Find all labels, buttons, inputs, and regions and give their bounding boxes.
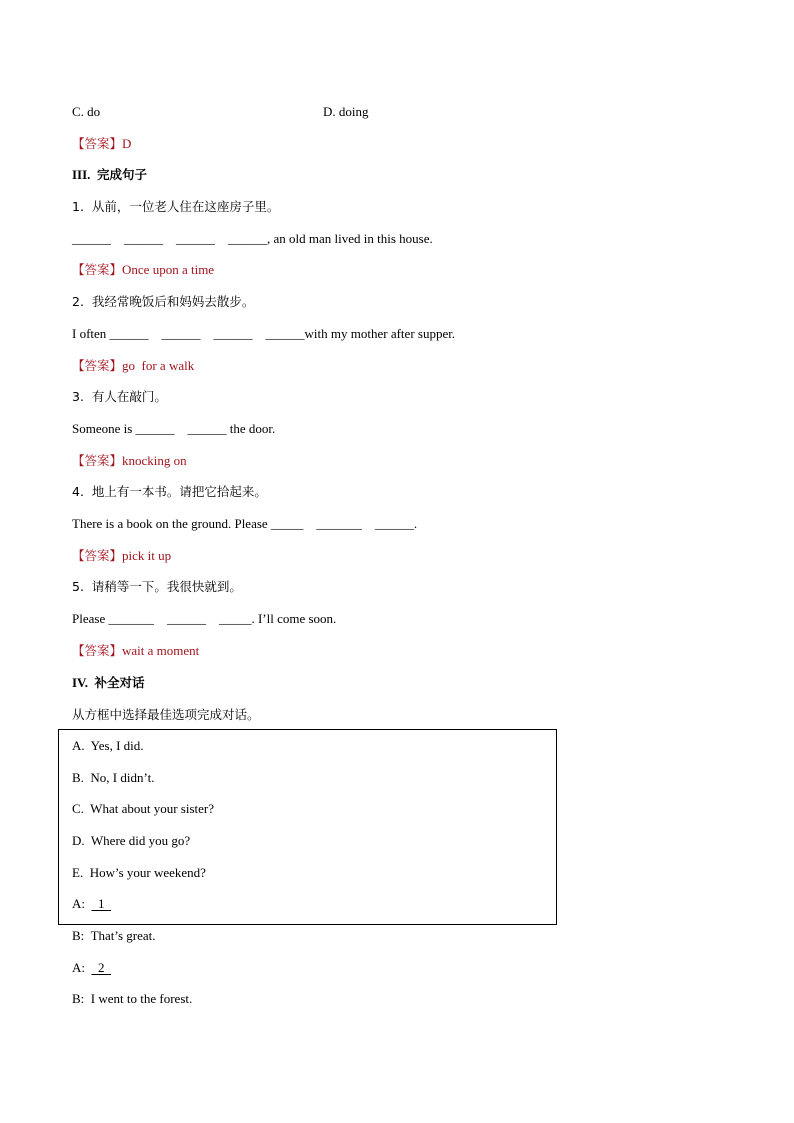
answer-text: D — [122, 136, 132, 151]
options-box — [58, 729, 557, 925]
blank-number: 1 — [98, 896, 105, 911]
answer-label: 【答案】 — [72, 136, 123, 151]
question-sentence: ______ ______ ______ ______, an old man lived in this house. — [72, 231, 433, 246]
answer-line — [72, 358, 194, 374]
answer-text: knocking on — [122, 453, 187, 468]
answer-label: 【答案】 — [72, 548, 123, 563]
option-item: E. How’s your weekend? — [72, 865, 206, 880]
section-title: 补全对话 — [94, 675, 145, 690]
section-heading — [72, 675, 145, 691]
option-item: D. Where did you go? — [72, 833, 191, 848]
section-numeral: IV. — [72, 675, 89, 690]
blank-number: 2 — [98, 960, 105, 975]
option-item: A. Yes, I did. — [72, 738, 144, 753]
question-prompt: 1. 从前，一位老人住在这座房子里。 — [72, 199, 280, 214]
question-sentence: I often ______ ______ ______ ______with my mother after supper. — [72, 326, 456, 341]
question-sentence: Please _______ ______ _____. I’ll come soon. — [72, 611, 337, 626]
option-item: B. No, I didn’t. — [72, 770, 155, 785]
section-instruction: 从方框中选择最佳选项完成对话。 — [72, 707, 260, 722]
dialogue-line — [72, 991, 192, 1007]
section-title: 完成句子 — [96, 167, 147, 182]
question-sentence: Someone is ______ ______ the door. — [72, 421, 276, 436]
question-prompt: 3. 有人在敲门。 — [72, 389, 167, 404]
speaker: B: — [72, 991, 85, 1006]
section-heading — [72, 167, 147, 183]
dialogue-text: I went to the forest. — [90, 991, 193, 1006]
dialogue-blank — [92, 896, 112, 912]
answer-text: go for a walk — [122, 358, 195, 373]
option-d: D. doing — [323, 104, 369, 119]
answer-text: pick it up — [122, 548, 172, 563]
dialogue-line — [72, 928, 156, 944]
speaker: A: — [72, 896, 85, 911]
question-prompt: 2. 我经常晚饭后和妈妈去散步。 — [72, 294, 255, 309]
dialogue-text: That’s great. — [90, 928, 156, 943]
question-prompt: 5. 请稍等一下。我很快就到。 — [72, 579, 242, 594]
answer-line — [72, 262, 214, 278]
speaker: A: — [72, 960, 85, 975]
question-prompt: 4. 地上有一本书。请把它拾起来。 — [72, 484, 267, 499]
option-c: C. do — [72, 104, 101, 119]
answer-label: 【答案】 — [72, 358, 123, 373]
question-sentence: There is a book on the ground. Please _____ _______ ______. — [72, 516, 418, 531]
answer-text: Once upon a time — [122, 262, 215, 277]
dialogue-line — [72, 960, 111, 976]
dialogue-blank — [92, 960, 112, 976]
option-item: C. What about your sister? — [72, 801, 215, 816]
answer-label: 【答案】 — [72, 643, 123, 658]
answer-line — [72, 136, 131, 152]
speaker: B: — [72, 928, 85, 943]
answer-line — [72, 643, 199, 659]
section-numeral: III. — [72, 167, 91, 182]
answer-label: 【答案】 — [72, 453, 123, 468]
answer-text: wait a moment — [122, 643, 200, 658]
answer-line — [72, 453, 187, 469]
answer-label: 【答案】 — [72, 262, 123, 277]
answer-line — [72, 548, 171, 564]
dialogue-line — [72, 896, 111, 912]
